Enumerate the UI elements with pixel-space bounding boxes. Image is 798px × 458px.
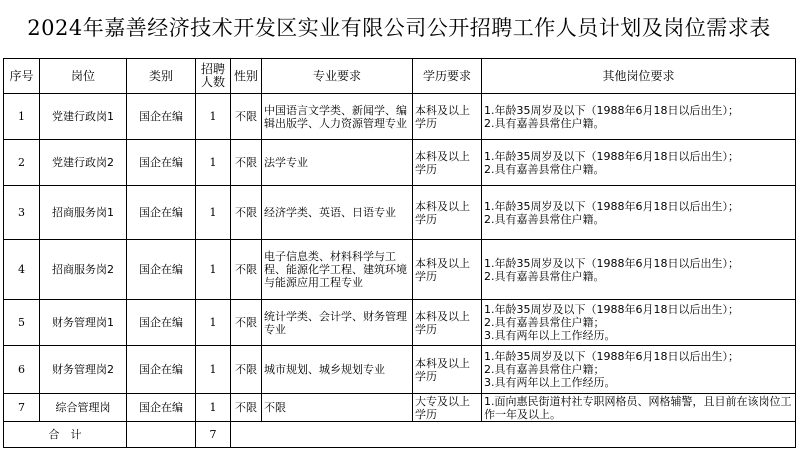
row-category: 国企在编 <box>127 94 196 140</box>
total-empty-span <box>231 422 796 448</box>
row-major: 中国语言文学类、新闻学、编辑出版学、人力资源管理专业 <box>262 94 413 140</box>
requirement-line: 1.年龄35周岁及以下（1988年6月18日以后出生）； <box>484 199 739 213</box>
requirement-line: 1.年龄35周岁及以下（1988年6月18日以后出生）； <box>484 149 739 163</box>
row-position: 招商服务岗1 <box>40 186 127 240</box>
row-count: 1 <box>196 186 231 240</box>
row-education: 本科及以上学历 <box>413 140 482 186</box>
row-position: 财务管理岗2 <box>40 346 127 394</box>
row-other-requirements <box>482 300 796 346</box>
header-count <box>196 59 231 94</box>
row-other-requirements <box>482 186 796 240</box>
row-count: 1 <box>196 240 231 300</box>
header-count-line1: 招聘 <box>200 62 225 76</box>
row-no: 3 <box>4 186 40 240</box>
row-education: 本科及以上学历 <box>413 240 482 300</box>
row-category: 国企在编 <box>127 140 196 186</box>
row-gender: 不限 <box>231 346 262 394</box>
table-row <box>4 240 796 300</box>
header-row <box>4 59 796 94</box>
row-position: 党建行政岗1 <box>40 94 127 140</box>
table-row <box>4 394 796 422</box>
row-other-requirements <box>482 346 796 394</box>
requirement-line: 2.具有嘉善县常住户籍。 <box>484 162 605 176</box>
row-education: 本科及以上学历 <box>413 94 482 140</box>
total-empty-cell <box>127 422 196 448</box>
row-no: 2 <box>4 140 40 186</box>
row-no: 1 <box>4 94 40 140</box>
row-no: 5 <box>4 300 40 346</box>
requirement-line: 3.具有两年以上工作经历。 <box>484 329 616 342</box>
total-count: 7 <box>196 422 231 448</box>
requirement-line: 1.年龄35周岁及以下（1988年6月18日以后出生）； <box>484 256 739 270</box>
row-position: 综合管理岗 <box>40 394 127 422</box>
row-other-requirements <box>482 394 796 422</box>
header-education: 学历要求 <box>413 59 482 94</box>
row-position: 党建行政岗2 <box>40 140 127 186</box>
row-major: 城市规划、城乡规划专业 <box>262 346 413 394</box>
row-other-requirements <box>482 140 796 186</box>
requirement-line: 2.具有嘉善县常住户籍。 <box>484 116 605 130</box>
row-count: 1 <box>196 140 231 186</box>
row-count: 1 <box>196 300 231 346</box>
row-major: 经济学类、英语、日语专业 <box>262 186 413 240</box>
row-education: 本科及以上学历 <box>413 300 482 346</box>
header-position: 岗位 <box>40 59 127 94</box>
row-count: 1 <box>196 346 231 394</box>
row-major: 不限 <box>262 394 413 422</box>
row-education: 本科及以上学历 <box>413 346 482 394</box>
requirement-line: 3.具有两年以上工作经历。 <box>484 376 616 389</box>
row-category: 国企在编 <box>127 300 196 346</box>
row-gender: 不限 <box>231 300 262 346</box>
requirement-line: 1.面向惠民街道村社专职网格员、网格辅警，且目前在该岗位工作一年及以上。 <box>484 394 792 421</box>
table-row <box>4 140 796 186</box>
row-category: 国企在编 <box>127 394 196 422</box>
row-no: 4 <box>4 240 40 300</box>
row-major: 法学专业 <box>262 140 413 186</box>
table-row <box>4 94 796 140</box>
row-major: 电子信息类、材料科学与工程、能源化学工程、建筑环境与能源应用工程专业 <box>262 240 413 300</box>
table-row <box>4 300 796 346</box>
row-category: 国企在编 <box>127 346 196 394</box>
header-major: 专业要求 <box>262 59 413 94</box>
header-gender: 性别 <box>231 59 262 94</box>
requirement-line: 2.具有嘉善县常住户籍； <box>484 363 605 376</box>
row-education: 大专及以上学历 <box>413 394 482 422</box>
row-no: 6 <box>4 346 40 394</box>
row-count: 1 <box>196 394 231 422</box>
requirement-line: 2.具有嘉善县常住户籍； <box>484 316 605 329</box>
requirement-line: 2.具有嘉善县常住户籍。 <box>484 269 605 283</box>
header-no: 序号 <box>4 59 40 94</box>
row-category: 国企在编 <box>127 240 196 300</box>
row-position: 财务管理岗1 <box>40 300 127 346</box>
requirement-line: 1.年龄35周岁及以下（1988年6月18日以后出生）； <box>484 303 739 316</box>
row-education: 本科及以上学历 <box>413 186 482 240</box>
page-title: 2024年嘉善经济技术开发区实业有限公司公开招聘工作人员计划及岗位需求表 <box>27 16 771 40</box>
row-category: 国企在编 <box>127 186 196 240</box>
row-gender: 不限 <box>231 140 262 186</box>
total-label: 合 计 <box>4 422 127 448</box>
row-major: 统计学类、会计学、财务管理专业 <box>262 300 413 346</box>
header-category: 类别 <box>127 59 196 94</box>
row-other-requirements <box>482 240 796 300</box>
header-other: 其他岗位要求 <box>482 59 796 94</box>
row-gender: 不限 <box>231 94 262 140</box>
table-row <box>4 186 796 240</box>
row-gender: 不限 <box>231 186 262 240</box>
requirement-line: 1.年龄35周岁及以下（1988年6月18日以后出生）； <box>484 103 739 117</box>
row-other-requirements <box>482 94 796 140</box>
row-gender: 不限 <box>231 240 262 300</box>
recruitment-table <box>3 58 796 448</box>
row-count: 1 <box>196 94 231 140</box>
row-no: 7 <box>4 394 40 422</box>
header-count-line2: 人数 <box>200 75 225 89</box>
row-position: 招商服务岗2 <box>40 240 127 300</box>
requirement-line: 2.具有嘉善县常住户籍。 <box>484 212 605 226</box>
requirement-line: 1.年龄35周岁及以下（1988年6月18日以后出生）； <box>484 350 739 363</box>
table-row <box>4 346 796 394</box>
row-gender: 不限 <box>231 394 262 422</box>
total-row <box>4 422 796 448</box>
